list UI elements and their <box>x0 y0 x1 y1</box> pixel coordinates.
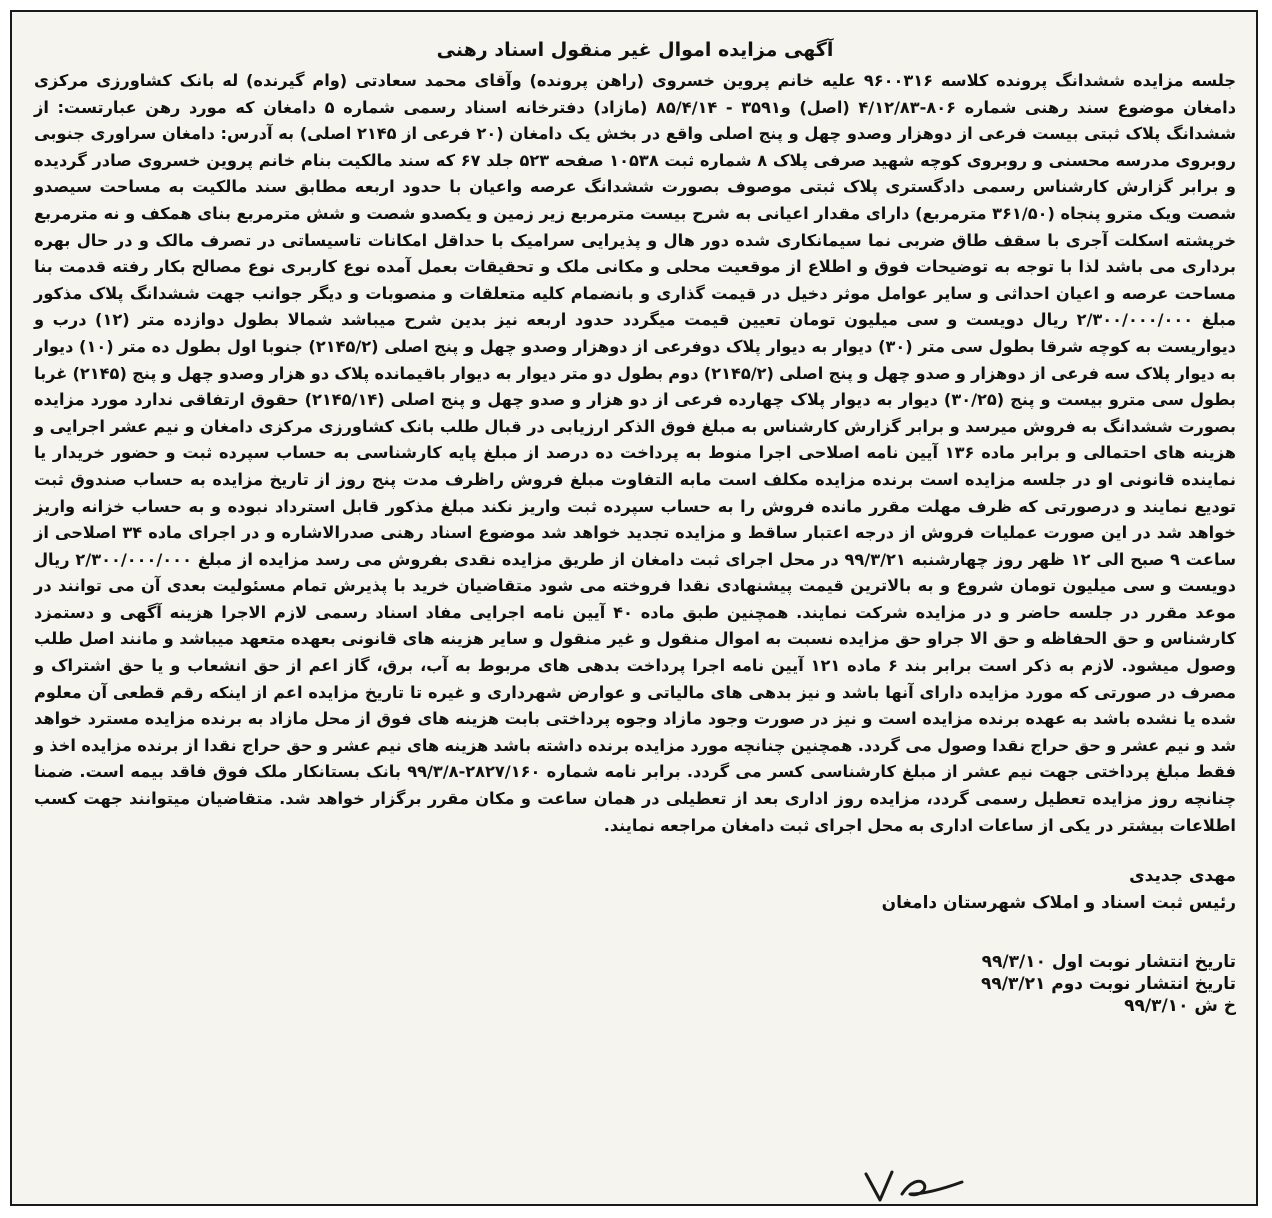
publish-date-second: تاریخ انتشار نوبت دوم ۹۹/۳/۲۱ <box>981 974 1236 995</box>
reference-date: خ ش ۹۹/۳/۱۰ <box>1124 996 1236 1017</box>
newspaper-clipping <box>10 10 1258 1206</box>
notice-body: جلسه مزایده ششدانگ پرونده کلاسه ۹۶۰۰۳۱۶ علیه خانم پروین خسروی (راهن پرونده) وآقای محمد سعادتی (وام گیرنده) له بانک کشاورزی مرکزی دامغان موضوع سند رهنی شماره ۸۰۶-۴/۱۲/۸۳ (اصل) و۳۵۹۱ - ۸۵/۴/۱۴ (مازاد) دفترخانه اسناد رسمی شماره ۵ دامغان که مورد رهن عبارتست: از ششدانگ پلاک ثبتی بیست فرعی از دوهزار وصدو چهل و پنج اصلی واقع در بخش یک دامغان (۲۰ فرعی از ۲۱۴۵ اصلی) به آدرس: دامغان سراوری جنوبی روبروی مدرسه محسنی و روبروی کوچه شهید صرفی پلاک ۸ شماره ثبت ۱۰۵۳۸ صفحه ۵۲۳ جلد ۶۷ که سند مالکیت بنام خانم پروین خسروی صادر گردیده و برابر گزارش کارشناس رسمی دادگستری پلاک ثبتی موصوف بصورت ششدانگ عرصه واعیان با حدود اربعه مطابق سند مالکیت به مساحت سیصدو شصت ویک مترو پنجاه (۳۶۱/۵۰ مترمربع) دارای مقدار اعیانی به شرح بیست مترمربع زیر زمین و یکصدو شصت و شش مترمربع بنای همکف و نه مترمربع خرپشته اسکلت آجری با سقف طاق ضربی نما سیمانکاری شده دور هال و پذیرایی سرامیک با حداقل امکانات تاسیساتی در تصرف مالک و در حال بهره برداری می باشد لذا با توجه به توضیحات فوق و اطلاع از موقعیت محلی و مکانی ملک و تحقیقات بعمل آمده نوع کاربری نوع مصالح بکار رفته قدمت بنا مساحت عرصه و اعیان احداثی و سایر عوامل موثر دخیل در قیمت گذاری و بانضمام کلیه متعلقات و منصوبات و دیگر جوانب جهت ششدانگ پلاک مذکور مبلغ ۲/۳۰۰/۰۰۰/۰۰۰ ریال دویست و سی میلیون تومان تعیین قیمت میگردد حدود اربعه نیز بدین شرح میباشد شمالا بطول دوازده متر (۱۲) درب و دیواریست به کوچه شرقا بطول سی متر (۳۰) دیوار به دیوار پلاک دوفرعی از دوهزار وصدو چهل و پنج اصلی (۲۱۴۵/۲) جنوبا اول بطول ده متر (۱۰) دیوار به دیوار پلاک سه فرعی از دوهزار و صدو چهل و پنج اصلی (۲۱۴۵/۲) دوم بطول دو متر دیوار به دیوار باقیمانده پلاک دو هزار وصدو چهل و پنج (۲۱۴۵) غربا بطول سی مترو بیست و پنج (۳۰/۲۵) دیوار به دیوار پلاک چهارده فرعی از دو هزار و صدو چهل و پنج اصلی (۲۱۴۵/۱۴) حقوق ارتفاقی ندارد مورد مزایده بصورت ششدانگ به فروش میرسد و برابر گزارش کارشناس به مبلغ فوق الذکر ارزیابی در قبال طلب بانک کشاورزی مرکزی دامغان و نیم عشر اجرایی و هزینه های احتمالی و برابر ماده ۱۳۶ آیین نامه اصلاحی اجرا منوط به پرداخت ده درصد از مبلغ پایه کارشناسی به حساب سپرده ثبت و حضور خریدار یا نماینده قانونی او در جلسه مزایده است برنده مزایده مکلف است مابه التفاوت مبلغ فروش راظرف مدت پنج روز از تاریخ مزایده به حساب صندوق ثبت تودیع نمایند و درصورتی که ظرف مهلت مقرر مانده فروش را به حساب سپرده ثبت واریز نکند مبلغ مذکور قابل استرداد نبوده و به حساب خزانه واریز خواهد شد در این صورت عملیات فروش از درجه اعتبار ساقط و مزایده تجدید خواهد شد موضوع اسناد رهنی صدرالاشاره و در اجرای ماده ۳۴ اصلاحی از ساعت ۹ صبح الی ۱۲ ظهر روز چهارشنبه ۹۹/۳/۲۱ در محل اجرای ثبت دامغان از طریق مزایده نقدی بفروش می رسد مزایده از مبلغ ۲/۳۰۰/۰۰۰/۰۰۰ ریال دویست و سی میلیون تومان شروع و به بالاترین قیمت پیشنهادی نقدا فروخته می شود متقاضیان خرید با پذیرش تمام مسئولیت بعدی آن می توانند در موعد مقرر در جلسه حاضر و در مزایده شرکت نمایند. همچنین طبق ماده ۴۰ آیین نامه اجرایی مفاد اسناد رسمی لازم الاجرا هزینه آگهی و دستمزد کارشناس و حق الحفاظه و حق الا جراو حق مزایده نسبت به اموال منقول و غیر منقول و سایر هزینه های قانونی بعهده متعهد میباشد و مانند اصل طلب وصول میشود. لازم به ذکر است برابر بند ۶ ماده ۱۲۱ آیین نامه اجرا پرداخت بدهی های مربوط به آب، برق، گاز اعم از حق انشعاب و یا حق اشتراک و مصرف در صورتی که مورد مزایده دارای آنها باشد و نیز بدهی های مالیاتی و عوارض شهرداری و غیره تا تاریخ مزایده اعم از اینکه رقم قطعی آن معلوم شده یا نشده باشد به عهده برنده مزایده است و نیز در صورت وجود مازاد وجوه پرداختی بابت هزینه های فوق از محل مازاد به برنده مزایده مسترد خواهد شد و نیم عشر و حق حراج نقدا وصول می گردد. همچنین چنانچه مورد مزایده برنده داشته باشد هزینه های نیم عشر و حق حراج نقدا از برنده مزایده اخذ و فقط مبلغ پرداختی جهت نیم عشر از مبلغ کارشناسی کسر می گردد. برابر نامه شماره ۲۸۲۷/۱۶۰-۹۹/۳/۸ بانک بستانکار ملک فوق فاقد بیمه است. ضمنا چنانچه روز مزایده تعطیل رسمی گردد، مزایده روز اداری بعد از تعطیلی در همان ساعت و مکان مقرر برگزار خواهد شد. متقاضیان میتوانند جهت کسب اطلاعات بیشتر در یکی از ساعات اداری به محل اجرای ثبت دامغان مراجعه نمایند. <box>34 71 1237 835</box>
signature-block <box>34 863 1236 917</box>
handwritten-mark-icon <box>858 1164 968 1208</box>
publication-dates <box>34 951 1236 1017</box>
auction-notice <box>12 12 1256 1017</box>
signer-title: رئیس ثبت اسناد و املاک شهرستان دامغان <box>881 893 1236 914</box>
signer-name: مهدی جدیدی <box>1129 866 1236 887</box>
notice-title: آگهی مزایده اموال غیر منقول اسناد رهنی <box>436 39 834 61</box>
publish-date-first: تاریخ انتشار نوبت اول ۹۹/۳/۱۰ <box>981 952 1236 973</box>
